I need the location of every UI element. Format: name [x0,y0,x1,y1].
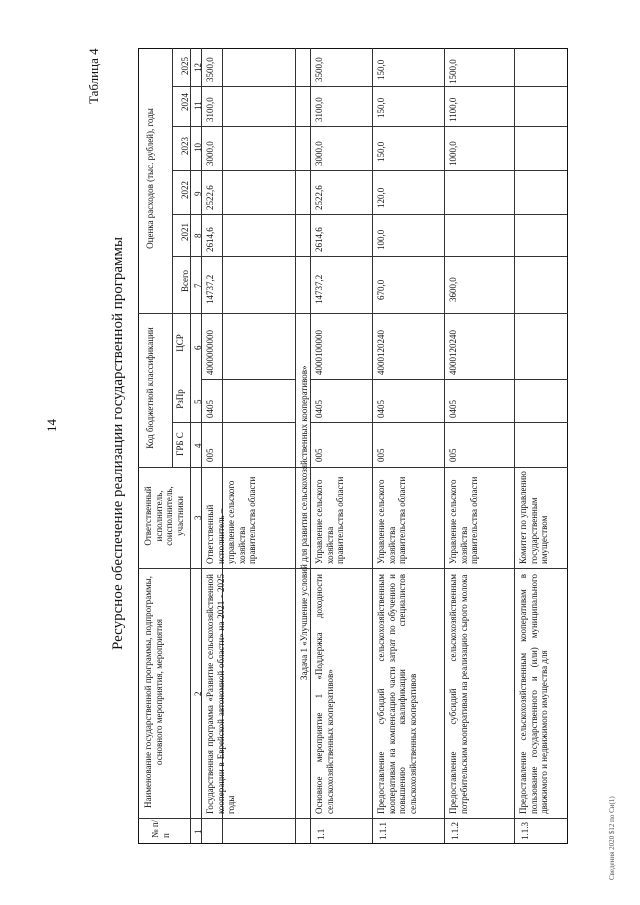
colnum-3: 3 [193,515,203,520]
row-number: 1.1 [316,828,326,840]
row-name: Предоставление субсидий сельскохозяйственным кооперативам на компенсацию части затрат по обучению и повышению квалификации специалистов сельскохозяйственных кооперативов [376,574,418,814]
row-2022: 120,0 [376,187,386,208]
header-kbk: Код бюджетной классификации [145,327,155,449]
header-num: № п/п [150,819,171,838]
row-2024: 1100,0 [448,97,458,122]
row-number: 1.1.1 [378,822,388,840]
row-2024: 3100,0 [205,97,215,122]
row-grbs: 005 [376,448,386,462]
row-total: 3600,0 [448,277,458,302]
row-executor: Комитет по управлению государственным имуществом [518,471,549,564]
row-executor: Управление сельского хозяйства правительства области [376,476,407,564]
row-csr: 4000120240 [448,330,458,375]
row-total: 670,0 [376,279,386,300]
row-grbs: 005 [448,448,458,462]
row-rzpr: 0405 [205,400,215,418]
row-2022: 2522,6 [205,185,215,210]
colnum-2: 2 [193,691,203,696]
row-name: Основное мероприятие 1 «Поддержка доходности сельскохозяйственных кооперативов» [314,574,335,814]
colnum-9: 9 [193,191,203,196]
row-csr: 4000000000 [205,330,215,375]
row-2024: 3100,0 [314,97,324,122]
row-2023: 3000,0 [314,141,324,166]
row-2021: 2614,6 [314,227,324,252]
row-rzpr: 0405 [376,400,386,418]
header-rzpr: РзПр [175,389,185,409]
row-grbs: 005 [205,448,215,462]
row-csr: 4000100000 [314,330,324,375]
row-number: 1.1.3 [520,822,530,840]
row-rzpr: 0405 [448,400,458,418]
row-executor: Ответственный исполнитель – управление сельского хозяйства правительства области [205,476,257,564]
header-year-2023: 2023 [180,137,190,155]
row-2023: 3000,0 [205,141,215,166]
header-costs: Оценка расходов (тыс. рублей), годы [145,108,155,249]
page-number: 14 [44,419,59,432]
colnum-1: 1 [193,829,203,834]
colnum-12: 12 [193,63,203,72]
header-year-2025: 2025 [180,57,190,75]
row-name: Государственная программа «Развитие сельскохозяйственной кооперации в Еврейской автономной области» на 2021 - 2025 годы [205,574,236,814]
row-executor: Управление сельского хозяйства правительства области [314,476,345,564]
row-grbs: 005 [314,448,324,462]
row-2025: 3500,0 [205,57,215,82]
row-2022: 2522,6 [314,185,324,210]
colnum-10: 10 [193,143,203,152]
row-2021: 2614,6 [205,227,215,252]
row-number: 1.1.2 [450,822,460,840]
header-grbs: ГРБ С [175,432,185,456]
row-2021: 100,0 [376,229,386,250]
table-label: Таблица 4 [86,48,101,104]
colnum-6: 6 [193,345,203,350]
header-name: Наименование государственной программы, подпрограммы, основного мероприятия, мероприятия [143,576,164,808]
footer-code: Сведения 2020 $12 по Си(1) [608,796,616,880]
row-2024: 150,0 [376,97,386,118]
colnum-4: 4 [193,443,203,448]
header-year-2021: 2021 [180,223,190,241]
colnum-5: 5 [193,399,203,404]
colnum-7: 7 [193,283,203,288]
row-csr: 4000120240 [376,330,386,375]
colnum-8: 8 [193,233,203,238]
header-year-2022: 2022 [180,181,190,199]
header-year-2024: 2024 [180,93,190,111]
row-2025: 1500,0 [448,59,458,84]
row-name: Предоставление сельскохозяйственным кооперативам в пользование государственного и (или) муниципального движимого и недвижимого имущества для [518,574,549,814]
row-2025: 150,0 [376,59,386,80]
row-rzpr: 0405 [314,400,324,418]
row-name: Предоставление субсидий сельскохозяйственным потребительским кооперативам на реализацию сырого молока [448,574,469,814]
row-2025: 3500,0 [314,57,324,82]
task-row: Задача 1 «Улучшение условий для развития сельскохозяйственных кооперативов» [299,365,309,680]
row-total: 14737,2 [314,274,324,304]
colnum-11: 11 [193,101,203,110]
row-executor: Управление сельского хозяйства правительства области [448,476,479,564]
header-csr: ЦСР [175,334,185,352]
document-title: Ресурсное обеспечение реализации государственной программы [110,236,126,650]
row-2023: 1000,0 [448,141,458,166]
row-2023: 150,0 [376,141,386,162]
row-total: 14737,2 [205,274,215,304]
header-total: Всего [180,269,190,293]
header-executor: Ответственный исполнитель, соисполнитель, участники [143,486,185,546]
